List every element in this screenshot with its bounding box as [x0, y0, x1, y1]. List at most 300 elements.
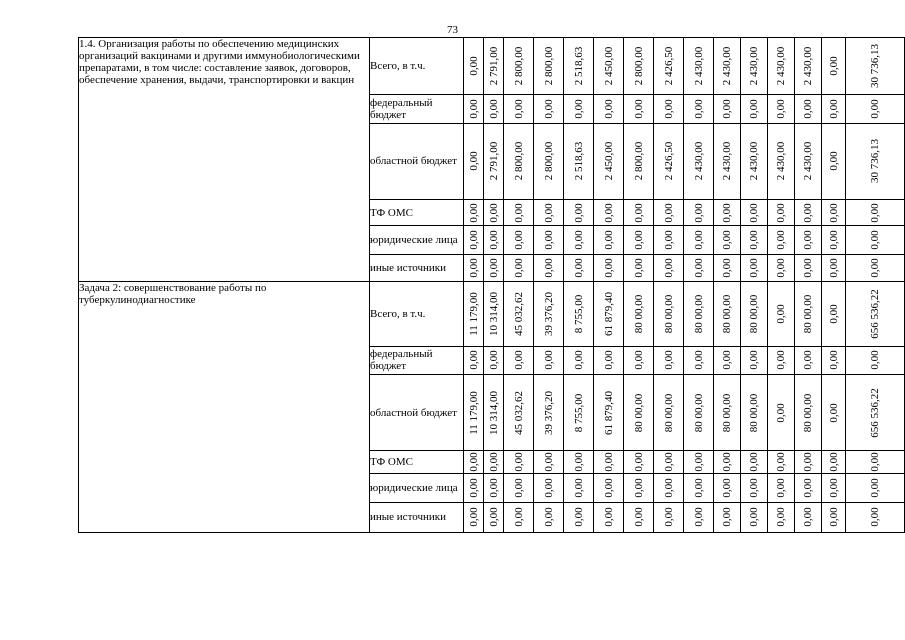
amount-value: 0,00 [748, 507, 760, 527]
amount-value: 0,00 [487, 99, 500, 119]
amount-value: 0,00 [775, 99, 787, 119]
amount-value: 0,00 [662, 99, 675, 119]
amount-cell [594, 282, 624, 346]
amount-cell [714, 346, 741, 374]
amount-value: 0,00 [692, 507, 705, 527]
amount-value: 80 00,00 [721, 294, 733, 334]
funding-source-label: ТФ ОМС [370, 199, 464, 225]
amount-cell [534, 95, 564, 123]
amount-cell [464, 502, 484, 532]
amount-value: 0,00 [487, 452, 500, 472]
amount-cell [846, 473, 905, 502]
amount-cell [464, 255, 484, 282]
amount-value: 0,00 [542, 99, 555, 119]
amount-value: 2 430,00 [802, 46, 814, 86]
amount-value: 80 00,00 [802, 294, 814, 334]
amount-cell [795, 282, 822, 346]
amount-value: 0,00 [487, 350, 500, 371]
amount-value: 0,00 [869, 202, 881, 223]
amount-cell [464, 346, 484, 374]
amount-cell [822, 95, 846, 123]
amount-cell [654, 123, 684, 199]
amount-cell [846, 38, 905, 95]
amount-value: 80 00,00 [802, 393, 814, 432]
amount-value: 61 879,40 [602, 390, 615, 435]
amount-value: 0,00 [572, 99, 585, 119]
amount-cell [484, 123, 504, 199]
amount-value: 0,00 [775, 258, 787, 278]
amount-cell [534, 123, 564, 199]
amount-cell [846, 374, 905, 450]
amount-cell [484, 38, 504, 95]
amount-cell [624, 346, 654, 374]
amount-value: 2 518,63 [572, 46, 585, 86]
amount-cell [684, 346, 714, 374]
amount-value: 2 800,00 [632, 141, 645, 181]
amount-value: 0,00 [512, 507, 525, 527]
amount-value: 0,00 [748, 350, 760, 371]
amount-value: 0,00 [512, 452, 525, 472]
amount-value: 80 00,00 [748, 393, 760, 432]
amount-value: 80 00,00 [692, 393, 705, 432]
amount-cell [684, 226, 714, 255]
amount-value: 0,00 [512, 258, 525, 278]
amount-cell [624, 226, 654, 255]
amount-value: 0,00 [802, 258, 814, 278]
amount-value: 0,00 [692, 258, 705, 278]
amount-value: 2 800,00 [542, 46, 555, 86]
amount-value: 11 179,00 [467, 292, 480, 336]
amount-value: 0,00 [721, 507, 733, 527]
amount-cell [654, 473, 684, 502]
amount-value: 0,00 [869, 258, 881, 278]
amount-value: 0,00 [632, 258, 645, 278]
amount-cell [534, 346, 564, 374]
amount-value: 0,00 [662, 478, 675, 498]
amount-value: 2 426,50 [662, 141, 675, 181]
amount-cell [714, 123, 741, 199]
amount-cell [768, 226, 795, 255]
amount-value: 0,00 [802, 230, 814, 250]
amount-cell [534, 374, 564, 450]
amount-cell [464, 374, 484, 450]
amount-value: 0,00 [802, 507, 814, 527]
amount-cell [846, 282, 905, 346]
amount-cell [654, 451, 684, 473]
amount-value: 0,00 [467, 452, 480, 472]
amount-cell [624, 282, 654, 346]
amount-cell [822, 374, 846, 450]
amount-cell [846, 199, 905, 225]
amount-cell [684, 38, 714, 95]
funding-source-label: ТФ ОМС [370, 451, 464, 473]
amount-cell [741, 199, 768, 225]
amount-cell [594, 451, 624, 473]
amount-value: 0,00 [827, 452, 840, 472]
amount-cell [484, 451, 504, 473]
amount-value: 656 536,22 [869, 289, 881, 339]
amount-value: 0,00 [662, 230, 675, 250]
amount-value: 0,00 [662, 258, 675, 278]
amount-value: 0,00 [748, 99, 760, 119]
amount-value: 2 430,00 [802, 141, 814, 181]
amount-cell [594, 346, 624, 374]
amount-cell [594, 255, 624, 282]
amount-value: 0,00 [775, 403, 787, 423]
amount-value: 0,00 [572, 350, 585, 371]
amount-cell [768, 123, 795, 199]
amount-cell [714, 374, 741, 450]
amount-cell [822, 199, 846, 225]
amount-value: 0,00 [467, 350, 480, 371]
amount-value: 2 430,00 [748, 46, 760, 86]
amount-cell [768, 346, 795, 374]
amount-cell [564, 255, 594, 282]
amount-value: 2 430,00 [775, 46, 787, 86]
funding-source-label: юридические лица [370, 226, 464, 255]
amount-value: 0,00 [827, 350, 840, 371]
amount-value: 2 430,00 [692, 141, 705, 181]
amount-value: 0,00 [487, 202, 500, 223]
amount-cell [822, 38, 846, 95]
amount-cell [795, 226, 822, 255]
amount-cell [795, 38, 822, 95]
amount-cell [564, 226, 594, 255]
amount-value: 0,00 [692, 230, 705, 250]
amount-value: 2 791,00 [487, 141, 500, 181]
amount-cell [624, 374, 654, 450]
amount-value: 656 536,22 [869, 387, 881, 438]
amount-value: 0,00 [542, 258, 555, 278]
amount-value: 0,00 [467, 99, 480, 119]
amount-value: 0,00 [662, 202, 675, 223]
amount-cell [741, 95, 768, 123]
amount-value: 0,00 [512, 350, 525, 371]
amount-value: 2 430,00 [692, 46, 705, 86]
amount-value: 0,00 [827, 99, 840, 119]
amount-value: 0,00 [692, 478, 705, 498]
amount-cell [795, 255, 822, 282]
amount-cell [741, 473, 768, 502]
amount-cell [504, 346, 534, 374]
amount-value: 0,00 [692, 99, 705, 119]
amount-value: 0,00 [632, 99, 645, 119]
amount-cell [624, 255, 654, 282]
amount-value: 0,00 [632, 507, 645, 527]
amount-cell [654, 199, 684, 225]
amount-value: 2 430,00 [721, 46, 733, 86]
amount-value: 0,00 [802, 478, 814, 498]
amount-cell [822, 123, 846, 199]
amount-value: 45 032,62 [512, 292, 525, 337]
amount-cell [795, 502, 822, 532]
amount-value: 0,00 [869, 350, 881, 371]
amount-cell [624, 38, 654, 95]
amount-value: 0,00 [748, 478, 760, 498]
amount-value: 0,00 [748, 452, 760, 472]
amount-value: 0,00 [869, 452, 881, 472]
amount-value: 0,00 [775, 507, 787, 527]
amount-value: 80 00,00 [748, 294, 760, 334]
amount-cell [484, 374, 504, 450]
amount-value: 2 430,00 [721, 141, 733, 181]
amount-cell [822, 473, 846, 502]
amount-value: 0,00 [572, 452, 585, 472]
amount-cell [768, 374, 795, 450]
amount-cell [768, 255, 795, 282]
amount-value: 30 736,13 [869, 139, 881, 184]
amount-value: 0,00 [487, 507, 500, 527]
amount-value: 8 755,00 [572, 294, 585, 334]
amount-cell [795, 346, 822, 374]
funding-source-label: иные источники [370, 255, 464, 282]
amount-value: 2 430,00 [775, 141, 787, 181]
amount-value: 0,00 [692, 350, 705, 371]
amount-value: 0,00 [775, 452, 787, 472]
amount-cell [504, 38, 534, 95]
amount-cell [564, 282, 594, 346]
amount-cell [654, 95, 684, 123]
amount-cell [534, 502, 564, 532]
amount-value: 0,00 [487, 478, 500, 498]
amount-value: 0,00 [827, 258, 840, 278]
amount-value: 0,00 [632, 452, 645, 472]
amount-value: 0,00 [467, 56, 480, 76]
amount-value: 0,00 [869, 230, 881, 250]
amount-cell [564, 123, 594, 199]
amount-cell [484, 346, 504, 374]
amount-value: 2 518,63 [572, 141, 585, 181]
amount-cell [741, 282, 768, 346]
amount-value: 0,00 [721, 478, 733, 498]
amount-cell [684, 199, 714, 225]
amount-value: 0,00 [721, 258, 733, 278]
amount-value: 0,00 [512, 230, 525, 250]
amount-value: 0,00 [467, 151, 480, 171]
amount-value: 0,00 [748, 202, 760, 223]
amount-cell [624, 451, 654, 473]
amount-value: 0,00 [802, 202, 814, 223]
amount-value: 80 00,00 [632, 393, 645, 432]
amount-cell [714, 502, 741, 532]
amount-value: 0,00 [467, 202, 480, 223]
amount-value: 0,00 [827, 56, 840, 76]
amount-value: 2 450,00 [602, 46, 615, 86]
amount-value: 0,00 [512, 99, 525, 119]
amount-cell [504, 95, 534, 123]
amount-value: 0,00 [775, 230, 787, 250]
amount-value: 0,00 [721, 99, 733, 119]
amount-value: 0,00 [487, 230, 500, 250]
amount-value: 0,00 [827, 202, 840, 223]
amount-cell [594, 502, 624, 532]
amount-value: 0,00 [662, 507, 675, 527]
amount-value: 0,00 [512, 202, 525, 223]
amount-value: 0,00 [775, 350, 787, 371]
funding-source-label: Всего, в т.ч. [370, 38, 464, 95]
amount-cell [464, 473, 484, 502]
amount-value: 2 800,00 [542, 141, 555, 181]
amount-value: 0,00 [542, 507, 555, 527]
amount-value: 0,00 [602, 350, 615, 371]
amount-value: 0,00 [602, 452, 615, 472]
amount-cell [714, 255, 741, 282]
amount-value: 0,00 [662, 350, 675, 371]
amount-cell [741, 451, 768, 473]
funding-source-label: областной бюджет [370, 374, 464, 450]
amount-cell [768, 473, 795, 502]
amount-cell [624, 199, 654, 225]
amount-cell [564, 95, 594, 123]
amount-value: 0,00 [775, 202, 787, 223]
amount-cell [684, 255, 714, 282]
amount-value: 80 00,00 [662, 294, 675, 334]
amount-cell [484, 282, 504, 346]
amount-value: 0,00 [827, 478, 840, 498]
amount-cell [624, 95, 654, 123]
amount-value: 0,00 [827, 304, 840, 324]
amount-value: 11 179,00 [467, 390, 480, 435]
amount-cell [714, 95, 741, 123]
funding-source-label: Всего, в т.ч. [370, 282, 464, 346]
amount-value: 0,00 [632, 478, 645, 498]
amount-cell [768, 451, 795, 473]
amount-value: 2 800,00 [512, 46, 525, 86]
amount-cell [654, 502, 684, 532]
amount-cell [714, 451, 741, 473]
amount-cell [684, 374, 714, 450]
amount-value: 45 032,62 [512, 390, 525, 435]
amount-value: 0,00 [487, 258, 500, 278]
amount-cell [654, 38, 684, 95]
funding-source-label: федеральный бюджет [370, 95, 464, 123]
amount-cell [684, 123, 714, 199]
amount-cell [741, 123, 768, 199]
amount-value: 0,00 [467, 507, 480, 527]
amount-value: 0,00 [748, 258, 760, 278]
amount-value: 0,00 [827, 230, 840, 250]
amount-value: 0,00 [748, 230, 760, 250]
table-row [79, 282, 905, 346]
funding-source-label: юридические лица [370, 473, 464, 502]
amount-value: 2 791,00 [487, 46, 500, 86]
amount-cell [484, 199, 504, 225]
amount-cell [464, 123, 484, 199]
amount-value: 0,00 [802, 350, 814, 371]
amount-cell [504, 374, 534, 450]
amount-value: 0,00 [869, 99, 881, 119]
amount-value: 80 00,00 [692, 294, 705, 334]
amount-cell [795, 95, 822, 123]
amount-cell [504, 451, 534, 473]
amount-value: 2 426,50 [662, 46, 675, 86]
amount-cell [624, 502, 654, 532]
amount-cell [741, 255, 768, 282]
amount-cell [564, 502, 594, 532]
amount-cell [846, 346, 905, 374]
amount-cell [484, 473, 504, 502]
amount-cell [594, 95, 624, 123]
amount-cell [534, 226, 564, 255]
amount-value: 2 450,00 [602, 141, 615, 181]
amount-cell [504, 123, 534, 199]
amount-value: 39 376,20 [542, 292, 555, 337]
amount-cell [684, 502, 714, 532]
amount-value: 0,00 [512, 478, 525, 498]
amount-value: 0,00 [542, 478, 555, 498]
amount-value: 0,00 [692, 202, 705, 223]
amount-cell [534, 282, 564, 346]
amount-value: 0,00 [542, 452, 555, 472]
amount-cell [594, 123, 624, 199]
amount-cell [795, 199, 822, 225]
amount-cell [564, 473, 594, 502]
amount-value: 0,00 [602, 478, 615, 498]
amount-cell [741, 226, 768, 255]
amount-cell [768, 282, 795, 346]
amount-value: 0,00 [692, 452, 705, 472]
amount-value: 0,00 [827, 403, 840, 423]
amount-value: 10 314,00 [487, 390, 500, 435]
amount-cell [846, 226, 905, 255]
amount-cell [464, 451, 484, 473]
amount-cell [534, 255, 564, 282]
amount-cell [768, 502, 795, 532]
amount-value: 0,00 [775, 478, 787, 498]
amount-cell [484, 95, 504, 123]
amount-cell [504, 226, 534, 255]
amount-value: 0,00 [572, 507, 585, 527]
amount-cell [654, 226, 684, 255]
amount-cell [504, 199, 534, 225]
amount-value: 0,00 [572, 230, 585, 250]
amount-cell [714, 38, 741, 95]
amount-value: 0,00 [632, 202, 645, 223]
amount-cell [654, 255, 684, 282]
amount-value: 0,00 [467, 258, 480, 278]
amount-cell [594, 473, 624, 502]
amount-cell [714, 199, 741, 225]
funding-source-label: иные источники [370, 502, 464, 532]
amount-cell [846, 255, 905, 282]
funding-source-label: областной бюджет [370, 123, 464, 199]
amount-cell [564, 199, 594, 225]
amount-cell [464, 199, 484, 225]
amount-value: 0,00 [542, 350, 555, 371]
amount-cell [464, 38, 484, 95]
amount-value: 2 800,00 [632, 46, 645, 86]
amount-cell [654, 282, 684, 346]
amount-cell [564, 374, 594, 450]
amount-cell [534, 38, 564, 95]
amount-cell [822, 451, 846, 473]
amount-cell [594, 374, 624, 450]
amount-cell [795, 473, 822, 502]
amount-value: 0,00 [775, 304, 787, 324]
amount-cell [846, 451, 905, 473]
amount-value: 0,00 [602, 202, 615, 223]
amount-cell [684, 282, 714, 346]
amount-cell [822, 282, 846, 346]
amount-cell [534, 451, 564, 473]
amount-cell [846, 95, 905, 123]
amount-value: 0,00 [572, 202, 585, 223]
amount-cell [594, 199, 624, 225]
amount-value: 0,00 [602, 258, 615, 278]
amount-cell [768, 95, 795, 123]
amount-value: 80 00,00 [632, 294, 645, 334]
amount-cell [464, 95, 484, 123]
